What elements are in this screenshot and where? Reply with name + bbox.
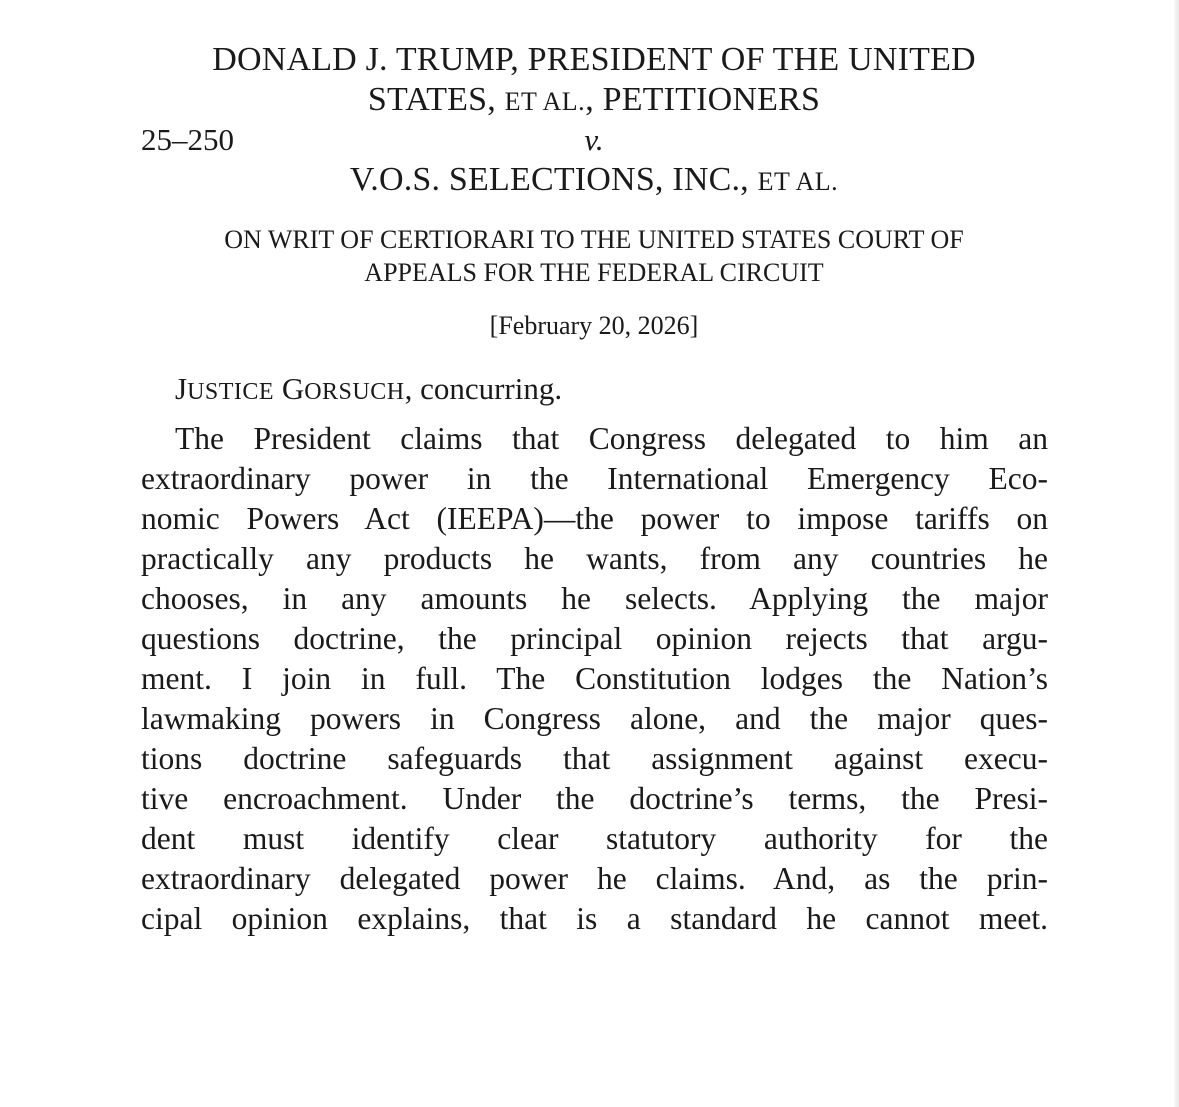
body-line: cipal opinion explains, that is a standard he cannot meet. [141, 901, 1048, 936]
writ-line-1: ON WRIT OF CERTIORARI TO THE UNITED STATES COURT OF [224, 225, 964, 254]
caption-petitioner-line-2 [0, 80, 1179, 122]
body-line: The President claims that Congress delegated to him an [175, 421, 1048, 456]
writ-line-2: APPEALS FOR THE FEDERAL CIRCUIT [364, 258, 824, 287]
body-line: ment. I join in full. The Constitution lodges the Nation’s [141, 661, 1048, 696]
caption-versus: v. [584, 122, 604, 157]
body-line: nomic Powers Act (IEEPA)—the power to impose tariffs on [141, 501, 1048, 536]
caption-petitioner-text-2: STATES, [367, 81, 505, 118]
body-line: tions doctrine safeguards that assignment against execu- [141, 741, 1048, 776]
caption-petitioner-text-1: DONALD J. TRUMP, PRESIDENT OF THE UNITED [212, 41, 976, 78]
body-line: practically any products he wants, from any countries he [141, 541, 1048, 576]
body-line: extraordinary delegated power he claims. And, as the prin- [141, 861, 1048, 896]
docket-number: 25–250 [141, 122, 234, 157]
body-line: questions doctrine, the principal opinion rejects that argu- [141, 621, 1048, 656]
body-line: chooses, in any amounts he selects. Applying the major [141, 581, 1048, 616]
body-line: dent must identify clear statutory authority for the [141, 821, 1048, 856]
caption-petitioners-label: , PETITIONERS [585, 81, 821, 118]
page-edge-shadow [1174, 0, 1179, 1107]
caption-petitioner-line-1 [0, 40, 1179, 80]
body-line: lawmaking powers in Congress alone, and the major ques- [141, 701, 1048, 736]
caption-respondent-text: V.O.S. SELECTIONS, INC., [349, 161, 758, 198]
opinion-heading: JUSTICE GORSUCH, concurring. [175, 371, 563, 406]
caption-et-al-petitioners: ET AL. [504, 87, 586, 116]
decision-date: [February 20, 2026] [489, 311, 699, 340]
body-line: tive encroachment. Under the doctrine’s terms, the Presi- [141, 781, 1048, 816]
body-line: extraordinary power in the International Emergency Eco- [141, 461, 1048, 496]
caption-et-al-respondents: ET AL. [757, 167, 839, 196]
caption-respondent-line [0, 160, 1179, 202]
